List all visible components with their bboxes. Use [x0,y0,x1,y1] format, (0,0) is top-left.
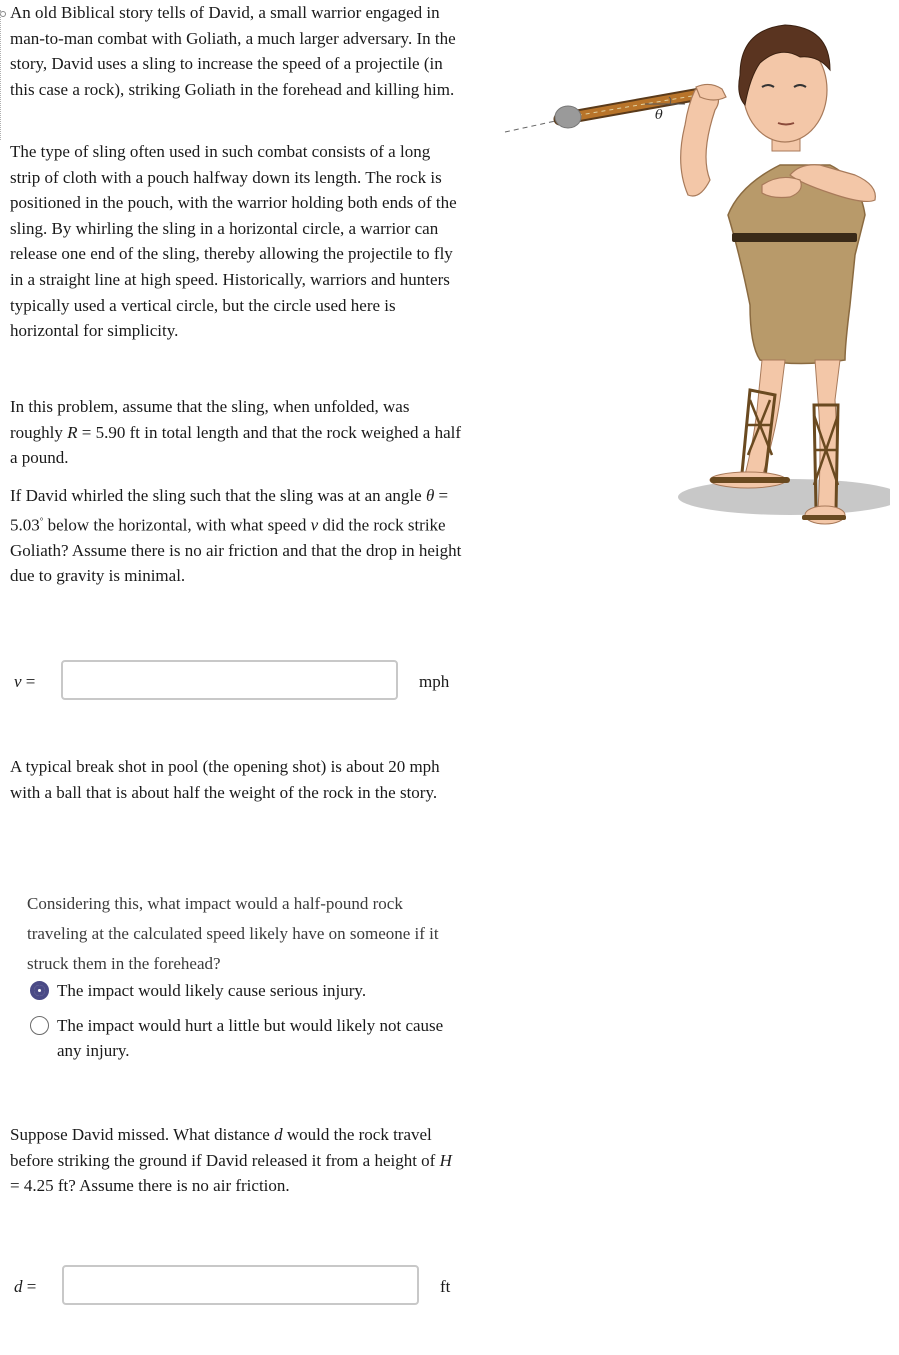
speed-var: v [14,672,22,691]
distance-equals: = [22,1277,37,1296]
distance-unit-label: ft [440,1277,451,1296]
impact-option-minor-label: The impact would hurt a little but would likely not cause any injury. [57,1016,444,1060]
speed-answer-input[interactable] [61,660,398,700]
impact-option-minor[interactable] [30,1013,450,1063]
intro-paragraph-1: An old Biblical story tells of David, a small warrior engaged in man-to-man combat with Goliath, a much larger adversary. In the story, David uses a sling to increase the speed of a projectile (in this case a rock), striking Goliath in the forehead and killing him. [10,3,456,99]
distance-question-start: Suppose David missed. What distance [10,1125,275,1144]
variable-theta: θ [425,486,435,505]
speed-answer-row [10,660,460,704]
theta-value: = 5.03 [10,486,449,535]
speed-question-paragraph [10,483,462,589]
distance-answer-label [14,1277,36,1297]
pool-paragraph: A typical break shot in pool (the opening shot) is about 20 mph with a ball that is about half the weight of the rock in the story. [10,757,440,802]
distance-question-paragraph [10,1122,462,1199]
horizontal-reference-line [505,120,560,132]
impact-question-prompt: Considering this, what impact would a half-pound rock traveling at the calculated speed likely have on someone if it struck them in the forehead? [27,894,439,973]
radio-selected-icon[interactable] [30,981,49,1000]
distance-answer-row [10,1265,460,1309]
hand-gripping-sling [696,84,726,100]
assumption-text-start: In this problem, assume that the sling, when unfolded, was roughly [10,397,410,442]
distance-question-end: = 4.25 ft? Assume there is no air friction. [10,1176,290,1196]
david-sling-illustration [500,15,890,535]
assumption-paragraph [10,394,462,471]
distance-answer-input[interactable] [62,1265,419,1305]
distance-question-mid: would the rock travel before striking the ground if David released it from a height of [10,1125,440,1170]
ground-shadow [678,479,890,515]
variable-R: R [67,422,78,442]
assumption-text-end: = 5.90 ft in total length and that the rock weighed a half a pound. [10,422,462,468]
rock [555,106,581,128]
impact-option-serious[interactable] [30,978,450,1003]
speed-equals: = [21,672,36,691]
variable-v: v [310,515,319,535]
speed-question-end: did the rock strike Goliath? Assume there is no air friction and that the drop in height due to gravity is minimal. [10,515,462,586]
degree-symbol: ° [39,515,44,526]
speed-question-mid: below the horizontal, with what speed [43,515,311,535]
theta-label: θ [655,108,663,123]
speed-unit-label: mph [419,672,450,691]
distance-var: d [14,1277,23,1296]
radio-unselected-icon[interactable] [30,1016,49,1035]
variable-H: H [439,1150,452,1170]
impact-option-serious-label: The impact would likely cause serious injury. [57,981,367,1000]
variable-d: d [274,1125,283,1144]
right-sandal-sole [802,515,846,520]
left-sandal-sole [710,477,790,483]
edge-dotted-line [0,10,5,140]
speed-answer-label [14,672,35,692]
left-leg [745,360,785,477]
raised-arm [681,88,719,196]
intro-paragraph-2: The type of sling often used in such combat consists of a long strip of cloth with a pouch halfway down its length. The rock is positioned in the pouch, with the warrior holding both ends of the sling. By whirling the sling in a horizontal circle, a warrior can release one end of the sling, thereby allowing the projectile to fly in a straight line at high speed. Historically, warriors and hunters typically used a vertical circle, but the circle used here is horizontal for simplicity. [10,142,457,341]
belt [732,233,857,242]
speed-question-start: If David whirled the sling such that the sling was at an angle [10,486,426,505]
